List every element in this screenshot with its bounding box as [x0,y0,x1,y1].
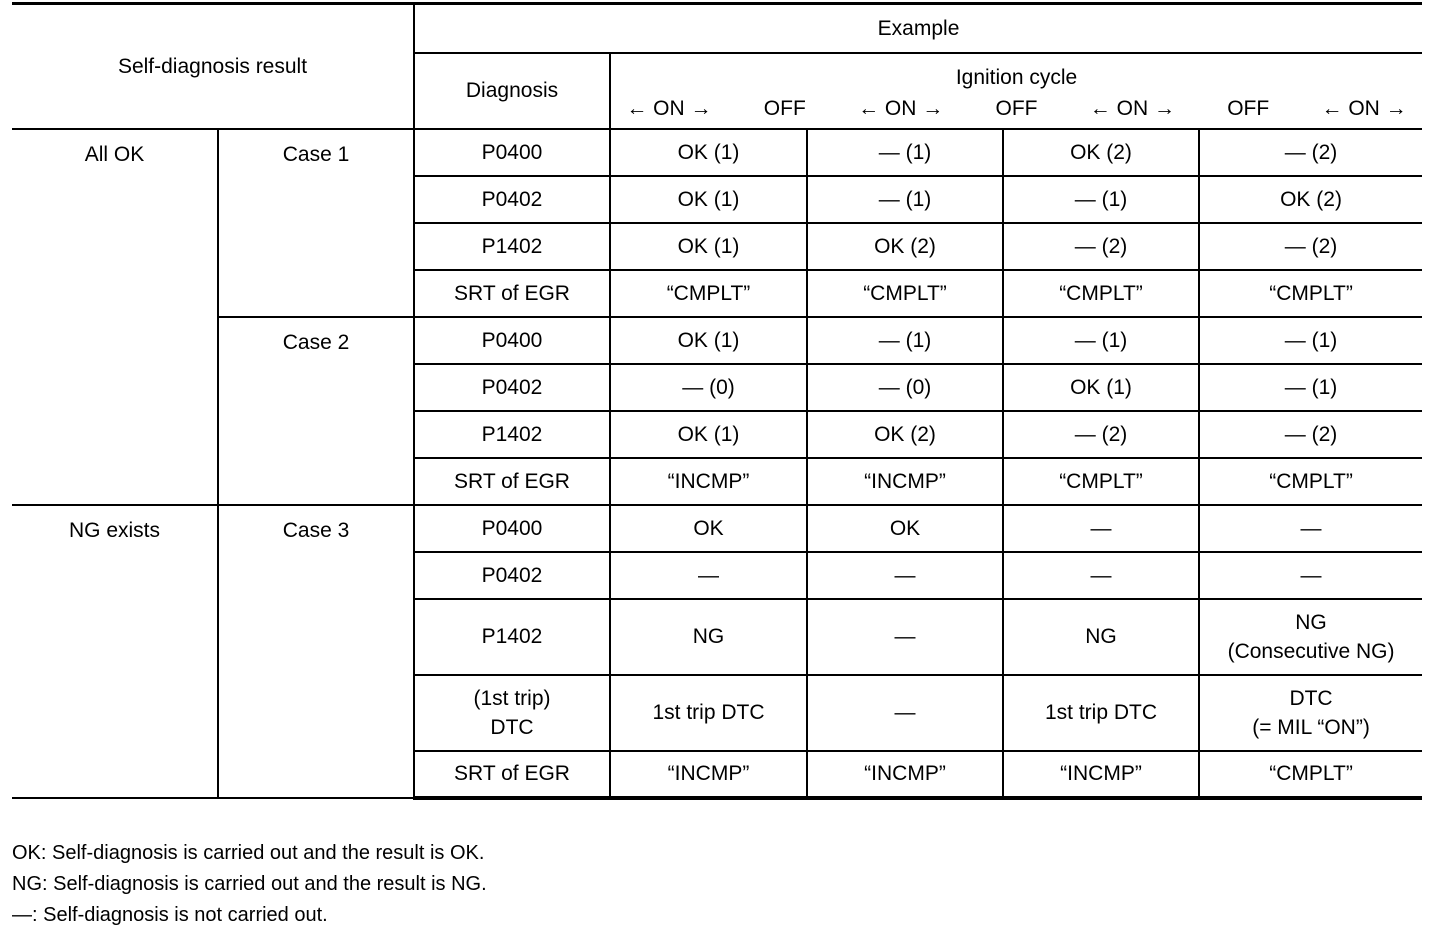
result-cell: — (0) [807,364,1003,411]
result-cell: — (2) [1003,411,1199,458]
result-cell: NG [610,599,807,675]
result-cell: “CMPLT” [1003,270,1199,317]
header-row-1 [12,4,1422,53]
result-cell: NG [1003,599,1199,675]
result-cell: OK [807,505,1003,552]
note-not-carried-out: —: Self-diagnosis is not carried out. [12,904,328,926]
diagnosis-cell: P0402 [414,364,610,411]
self-diagnosis-table [12,2,1422,800]
diagnosis-cell: (1st trip) DTC [414,675,610,751]
result-cell: — (2) [1199,129,1422,176]
result-cell: “CMPLT” [1003,458,1199,505]
ignition-sequence [611,92,1422,123]
result-cell: OK (2) [807,223,1003,270]
ignition-step: ← ON → [1089,96,1175,120]
result-cell: “CMPLT” [807,270,1003,317]
result-cell: NG (Consecutive NG) [1199,599,1422,675]
result-cell: — (1) [1199,364,1422,411]
result-cell: “INCMP” [1003,751,1199,798]
group-label: NG exists [12,505,218,798]
result-cell: “CMPLT” [1199,270,1422,317]
result-cell: “CMPLT” [1199,458,1422,505]
result-cell: “INCMP” [610,458,807,505]
diagnosis-cell: SRT of EGR [414,751,610,798]
group-label: All OK [12,129,218,505]
result-cell: OK [610,505,807,552]
table-row [12,317,1422,364]
note-ok: OK: Self-diagnosis is carried out and the result is OK. [12,842,485,864]
result-cell: — (1) [807,176,1003,223]
result-cell: OK (1) [1003,364,1199,411]
result-cell: OK (1) [610,411,807,458]
result-cell: — [1003,505,1199,552]
result-cell: “CMPLT” [1199,751,1422,798]
result-cell: OK (1) [610,129,807,176]
result-cell: — [1003,552,1199,599]
ignition-step: OFF [995,96,1038,120]
diagnosis-cell: P0400 [414,129,610,176]
result-cell: “INCMP” [807,751,1003,798]
result-cell: — [807,599,1003,675]
diagnosis-cell: P1402 [414,411,610,458]
legend-notes [12,838,487,931]
result-cell: “INCMP” [610,751,807,798]
result-cell: — (2) [1003,223,1199,270]
result-cell: “CMPLT” [610,270,807,317]
result-cell: 1st trip DTC [610,675,807,751]
result-cell: — (0) [610,364,807,411]
diagnosis-cell: SRT of EGR [414,458,610,505]
diagnosis-header: Diagnosis [414,53,610,129]
diagnosis-cell: P1402 [414,223,610,270]
ignition-step: ← ON → [1321,96,1407,120]
result-cell: — (2) [1199,411,1422,458]
ignition-step: ← ON → [858,96,944,120]
result-cell: — (2) [1199,223,1422,270]
result-cell: — (1) [807,129,1003,176]
example-header: Example [414,4,1422,53]
case-label: Case 1 [218,129,414,317]
diagnosis-cell: SRT of EGR [414,270,610,317]
note-ng: NG: Self-diagnosis is carried out and the result is NG. [12,873,487,895]
ignition-step: OFF [763,96,806,120]
case-label: Case 3 [218,505,414,798]
result-cell: — [807,675,1003,751]
table-row [12,505,1422,552]
self-diagnosis-result-header: Self-diagnosis result [12,4,414,129]
result-cell: OK (1) [610,176,807,223]
diagnosis-cell: P0402 [414,176,610,223]
diagnosis-cell: P0400 [414,505,610,552]
result-cell: — [610,552,807,599]
result-cell: 1st trip DTC [1003,675,1199,751]
result-cell: OK (1) [610,317,807,364]
result-cell: DTC (= MIL “ON”) [1199,675,1422,751]
ignition-step: OFF [1227,96,1270,120]
case-label: Case 2 [218,317,414,505]
result-cell: OK (2) [1003,129,1199,176]
result-cell: OK (2) [1199,176,1422,223]
table-row [12,129,1422,176]
result-cell: OK (2) [807,411,1003,458]
result-cell: — [1199,505,1422,552]
result-cell: — [1199,552,1422,599]
result-cell: — (1) [1003,176,1199,223]
result-cell: — (1) [1003,317,1199,364]
diagnosis-cell: P0402 [414,552,610,599]
ignition-step: ← ON → [626,96,712,120]
diagnosis-cell: P0400 [414,317,610,364]
ignition-cycle-title: Ignition cycle [955,65,1078,89]
diagnosis-cell: P1402 [414,599,610,675]
result-cell: — [807,552,1003,599]
result-cell: — (1) [807,317,1003,364]
result-cell: “INCMP” [807,458,1003,505]
result-cell: OK (1) [610,223,807,270]
ignition-cycle-header [610,53,1422,129]
result-cell: — (1) [1199,317,1422,364]
